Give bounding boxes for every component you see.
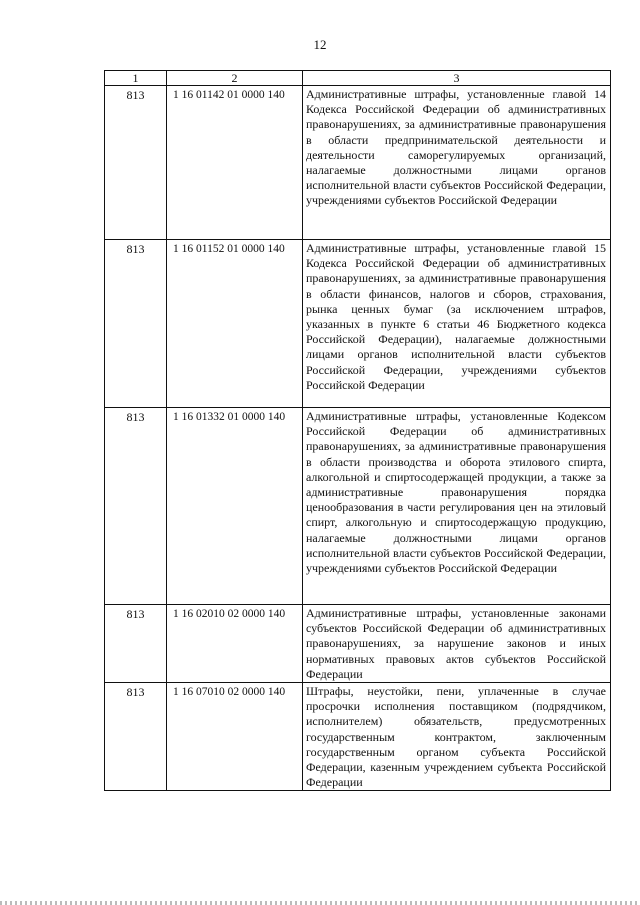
kbk-cell: 1 16 01142 01 0000 140: [167, 86, 303, 240]
description-cell: Административные штрафы, установленные главой 15 Кодекса Российской Федерации об административных правонарушениях, за административные правонарушения в области финансов, налогов и сборов, страхования, рынка ценных бумаг (за исключением штрафов, указанных в пункте 6 статьи 46 Бюджетного кодекса Российской Федерации), налагаемые должностными лицами органов исполнительной власти субъектов Российской Федерации, учреждениями субъектов Российской Федерации: [303, 240, 611, 408]
admin-code-cell: 813: [105, 683, 167, 791]
column-header-3: 3: [303, 71, 611, 86]
table-row: [105, 240, 611, 408]
description-cell: Административные штрафы, установленные главой 14 Кодекса Российской Федерации об административных правонарушениях, за административные правонарушения в области предпринимательской деятельности и деятельности саморегулируемых организаций, налагаемые должностными лицами органов исполнительной власти субъектов Российской Федерации, учреждениями субъектов Российской Федерации: [303, 86, 611, 240]
description-cell: Штрафы, неустойки, пени, уплаченные в случае просрочки исполнения поставщиком (подрядчиком, исполнителем) обязательств, предусмотренных государственным контрактом, заключенным государственным органом субъекта Российской Федерации, казенным учреждением субъекта Российской Федерации: [303, 683, 611, 791]
page-number: 12: [313, 37, 327, 52]
admin-code-cell: 813: [105, 240, 167, 408]
admin-code-cell: 813: [105, 605, 167, 683]
kbk-cell: 1 16 02010 02 0000 140: [167, 605, 303, 683]
description-cell: Административные штрафы, установленные законами субъектов Российской Федерации об административных правонарушениях, за нарушение законов и иных нормативных правовых актов субъектов Российской Федерации: [303, 605, 611, 683]
column-header-2: 2: [167, 71, 303, 86]
table-row: [105, 683, 611, 791]
column-header-1: 1: [105, 71, 167, 86]
table-header-row: [105, 71, 611, 86]
kbk-cell: 1 16 01152 01 0000 140: [167, 240, 303, 408]
table-row: [105, 408, 611, 605]
table-row: [105, 86, 611, 240]
revenue-codes-table: [104, 70, 611, 791]
kbk-cell: 1 16 07010 02 0000 140: [167, 683, 303, 791]
description-cell: Административные штрафы, установленные Кодексом Российской Федерации об административных правонарушениях, за административные правонарушения в области производства и оборота этилового спирта, алкогольной и спиртосодержащей продукции, а также за административные правонарушения порядка ценообразования в части регулирования цен на этиловый спирт, алкогольную и спиртосодержащую продукцию, налагаемые должностными лицами органов исполнительной власти субъектов Российской Федерации, учреждениями субъектов Российской Федерации: [303, 408, 611, 605]
admin-code-cell: 813: [105, 408, 167, 605]
kbk-cell: 1 16 01332 01 0000 140: [167, 408, 303, 605]
scan-edge-noise: [0, 901, 640, 905]
admin-code-cell: 813: [105, 86, 167, 240]
table-row: [105, 605, 611, 683]
